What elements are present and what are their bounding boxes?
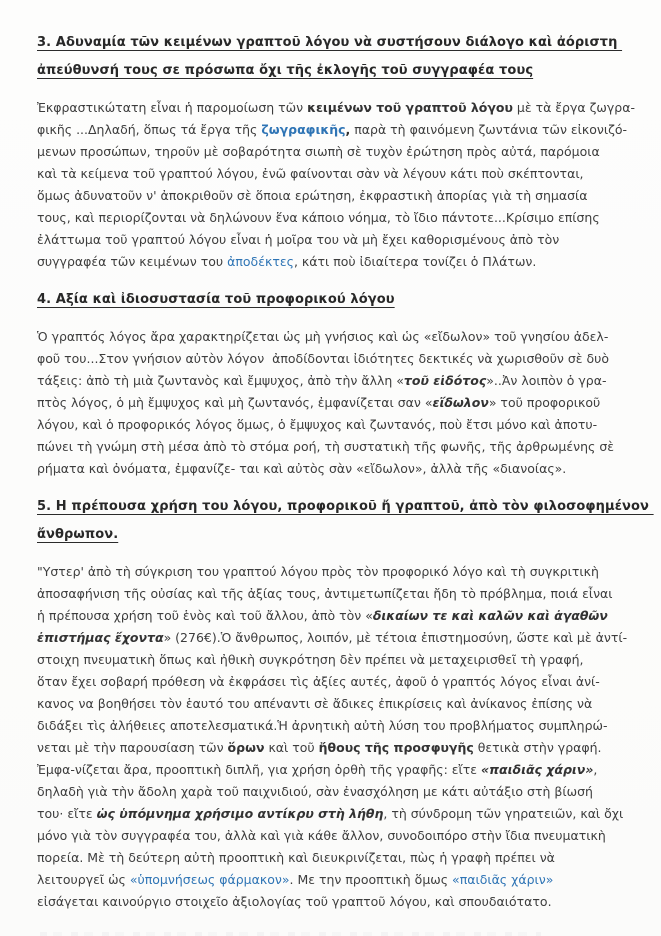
text-line: [37, 119, 631, 141]
text-run: ἡ πρέπουσα χρήση τοῦ ἑνὸς καὶ τοῦ ἄλλου, ἀπὸ τὸν «: [37, 608, 373, 623]
heading-text: ἀπεύθυνσή τους σε πρόσωπα ὄχι τῆς ἐκλογῆς τοῦ συγγραφέα τους: [37, 63, 534, 78]
text-run: καὶ τὰ κείμενα τοῦ γραπτού λόγου, ἐνῶ φαίνονται σὰν νὰ λέγουν κάτι ποὺ σκέπτονται,: [37, 166, 584, 181]
text-run: ὅταν ἔχει σοβαρή πρόθεση νὰ ἐκφράσει τὶς ἀξίες αυτές, ἀφοῦ ὁ γραπτός λόγος εἶναι ἀνί-: [37, 674, 600, 689]
text-line: [37, 348, 631, 370]
text-run: συγγραφέα τῶν κειμένων του: [37, 254, 228, 269]
text-run: του· εἴτε: [37, 806, 97, 821]
heading-line: [37, 286, 631, 314]
text-run: Ἐκφραστικώτατη εἶναι ἡ παρομοίωση τῶν: [37, 100, 308, 115]
text-run: θετικὰ στὴν γραφή.: [473, 740, 602, 755]
text-line: [37, 825, 631, 847]
text-line: [37, 627, 631, 649]
text-line: [37, 97, 635, 119]
text-line: [37, 326, 631, 348]
text-line: [37, 229, 631, 251]
text-run: πώνει τὴ γνώμη στὴ μέσα ἀπὸ τὸ στόμα ροή, τὴ συστατικὴ τῆς φωνῆς, τῆς ἀρθρωμένης σὲ: [37, 439, 615, 454]
text-run: μὲ τὰ ἔργα ζωγρα-: [512, 100, 635, 115]
text-run: καὶ τοῦ: [264, 740, 319, 755]
heading-text: ἄνθρωπον.: [37, 527, 119, 542]
text-run: λειτουργεῖ ὡς: [37, 872, 130, 887]
text-run: ὅμως ἀδυνατοῦν ν' ἀποκριθοῦν σὲ ὅποια ερώτηση, ἐκφραστικὴ ἀπορίας γιὰ τὴ σημασία: [37, 188, 588, 203]
text-run: εἴδωλον: [432, 395, 489, 410]
hyperlink-term[interactable]: «παιδιᾶς χάριν»: [452, 872, 554, 887]
text-run: στοιχη πνευματικὴ ὅπως καὶ ἠθικὴ συγκρότηση δὲν πρέπει νὰ μεταχειρισθεῖ τὴ γραφή,: [37, 652, 584, 667]
text-line: [37, 583, 631, 605]
text-line: [37, 251, 631, 273]
text-line: [37, 605, 631, 627]
heading-line: [37, 493, 654, 521]
text-run: φικῆς ...Δηλαδή, ὅπως τά ἔργα τῆς: [37, 122, 262, 137]
text-line: [37, 715, 631, 737]
text-run: Ὁ γραπτός λόγος ἄρα χαρακτηρίζεται ὡς μὴ γνήσιος καὶ ὡς «εἴδωλον» τοῦ γνησίου ἀδελ-: [37, 329, 609, 344]
section-heading-3: [37, 29, 631, 85]
text-run: δηλαδὴ γιὰ τὴν ἄδολη χαρὰ τοῦ παιχνιδιού, σὰν ἐνασχόληση με κάτι αὐτάξιο στὴ βίωσή: [37, 784, 593, 799]
text-run: διδάξει τὶς ἀλήθειες αποτελεσματικά.Ἡ ἀρνητικὴ αὐτὴ λύση του προβλήματος συμπληρώ-: [37, 718, 608, 733]
text-run: νεται μὲ τὴν παρουσίαση τῶν: [37, 740, 228, 755]
text-run: , κάτι ποὺ ἰδιαίτερα τονίζει ὁ Πλάτων.: [293, 254, 537, 269]
text-run: «παιδιᾶς χάριν»: [481, 762, 594, 777]
text-line: [37, 185, 631, 207]
text-line: [37, 671, 631, 693]
heading-text: 4. Αξία καὶ ἰδιοσυστασία τοῦ προφορικού λόγου: [37, 292, 395, 307]
text-line: [37, 436, 631, 458]
text-line: [37, 649, 631, 671]
text-run: "Υστερ' ἀπὸ τὴ σύγκριση του γραπτού λόγου πρὸς τὸν προφορικό λόγο καὶ τὴ συγκριτικὴ: [37, 564, 599, 579]
text-run: πορεία. Μὲ τὴ δεύτερη αὐτὴ προοπτικὴ καὶ διευκρινίζεται, πὼς ἡ γραφὴ πρέπει νὰ: [37, 850, 555, 865]
section-heading-4: [37, 286, 631, 314]
text-run: κειμένων τοῦ γραπτοῦ λόγου: [307, 100, 513, 115]
hyperlink-term[interactable]: «ὑπομνήσεως φάρμακον»: [129, 872, 290, 887]
heading-line: [37, 521, 631, 549]
text-line: [37, 759, 631, 781]
text-line: [37, 869, 631, 891]
text-run: ἐλάττωμα τοῦ γραπτού λόγου εἶναι ἡ μοῖρα του νὰ μὴ ἔχει καθορισμένους ἀπὸ τὸν: [37, 232, 560, 247]
text-line: [37, 803, 631, 825]
text-line: [37, 693, 631, 715]
text-run: » (276€).Ὁ ἄνθρωπος, λοιπόν, μὲ τέτοια ἐπιστημοσύνη, ὥστε καὶ μὲ ἀντί-: [163, 630, 628, 645]
text-run: κανος να βοηθήσει τὸν ἑαυτό του απέναντι σὲ ἄδικες ἐπικρίσεις καὶ ἀνίκανος ἐπίσης νὰ: [37, 696, 593, 711]
bottom-cutoff-next-line-artifact: [40, 932, 541, 936]
text-run: ἤθους τῆς προσφυγῆς: [318, 740, 474, 755]
text-run: ,: [593, 762, 598, 777]
text-line: [37, 891, 631, 913]
text-run: ἀποσαφήνιση τῆς οὐσίας καὶ τῆς ἀξίας τους, ἀντιμετωπίζεται ἤδη τὸ πρόβλημα, ποιά εἶναι: [37, 586, 613, 601]
text-run: πτὸς λόγος, ὁ μὴ ἔμψυχος καὶ μὴ ζωντανός, ἐμφανίζεται σαν «: [37, 395, 433, 410]
text-run: εἰσάγεται καινούργιο στοιχεῖο ἀξιολογίας τοῦ γραπτοῦ λόγου, καὶ σπουδαιότατο.: [37, 894, 552, 909]
text-run: ,: [345, 122, 351, 137]
text-line: [37, 141, 631, 163]
text-run: δικαίων τε καὶ καλῶν καὶ ἀγαθῶν: [372, 608, 608, 623]
hyperlink-term[interactable]: ἀποδέκτες: [227, 254, 294, 269]
text-line: [37, 392, 631, 414]
text-line: [37, 737, 631, 759]
text-run: μενων προσώπων, τηροῦν μὲ σοβαρότητα σιωπὴ σὲ τυχὸν ἐρώτηση πρὸς αὐτά, παρόμοια: [37, 144, 600, 159]
section-heading-5: [37, 493, 654, 549]
text-run: μόνο γιὰ τὸν συγγραφέα του, ἀλλὰ καὶ γιὰ κάθε ἄλλον, συνοδοιπόρο στὴν ἴδια πνευματικὴ: [37, 828, 606, 843]
text-run: »..Ἀν λοιπὸν ὁ γρα-: [486, 373, 607, 388]
text-run: παρὰ τὴ φαινόμενη ζωντάνια τῶν εἰκονιζό-: [350, 122, 628, 137]
paragraph-section-5: [37, 561, 631, 913]
text-run: » τοῦ προφορικοῦ: [488, 395, 601, 410]
text-line: [37, 163, 631, 185]
text-run: . Με την προοπτικὴ ὅμως: [289, 872, 453, 887]
text-run: Ἐμφα-νίζεται ἄρα, προοπτικὴ διπλῆ, για χρήση ὀρθὴ τῆς γραφῆς: εἴτε: [37, 762, 482, 777]
text-run: ὅρων: [227, 740, 265, 755]
text-run: λόγου, καὶ ὁ προφορικός λόγος ὅμως, ὁ ἔμψυχος καὶ ζωντανός, ποὺ ἔτσι μόνο καὶ ἀποτυ-: [37, 417, 598, 432]
text-line: [37, 561, 631, 583]
text-line: [37, 414, 631, 436]
paragraph-section-4: [37, 326, 631, 480]
paragraph-section-3: [37, 97, 635, 273]
text-run: τάξεις: ἀπὸ τὴ μιὰ ζωντανὸς καὶ ἔμψυχος, ἀπὸ τὴν ἄλλη «: [37, 373, 404, 388]
hyperlink-term[interactable]: ζωγραφικῆς: [261, 122, 346, 137]
text-run: ὡς ὑπόμνημα χρήσιμο αντίκρυ στὴ λήθη: [96, 806, 384, 821]
text-line: [37, 781, 631, 803]
text-line: [37, 847, 631, 869]
text-run: φοῦ του...Στον γνήσιον αὐτὸν λόγον ἀποδίδονται ἰδιότητες δεκτικές νὰ χωρισθοῦν σὲ δυὸ: [37, 351, 610, 366]
text-run: , τὴ σύνδρομη τῶν γηρατειῶν, καὶ ὄχι: [383, 806, 624, 821]
text-line: [37, 458, 631, 480]
heading-text: 5. Η πρέπουσα χρήση του λόγου, προφορικοῦ ἤ γραπτοῦ, ἀπὸ τὸν φιλοσοφημένον: [37, 499, 654, 514]
heading-text: 3. Αδυναμία τῶν κειμένων γραπτοῦ λόγου νὰ συστήσουν διάλογο καὶ ἀόριστη: [37, 35, 623, 50]
text-run: ἐπιστήμας ἔχοντα: [37, 630, 164, 645]
text-run: τοῦ εἰδότος: [403, 373, 487, 388]
text-run: τους, καὶ περιορίζονται νὰ δηλώνουν ἕνα κάποιο νόημα, τὸ ἴδιο πάντοτε...Κρίσιμο επίσης: [37, 210, 600, 225]
heading-line: [37, 29, 631, 57]
text-line: [37, 207, 631, 229]
text-run: ρήματα καὶ ὀνόματα, ἐμφανίζε- ται καὶ αὐτὸς σὰν «εἴδωλον», ἀλλὰ τῆς «διανοίας».: [37, 461, 567, 476]
heading-line: [37, 57, 631, 85]
text-line: [37, 370, 631, 392]
